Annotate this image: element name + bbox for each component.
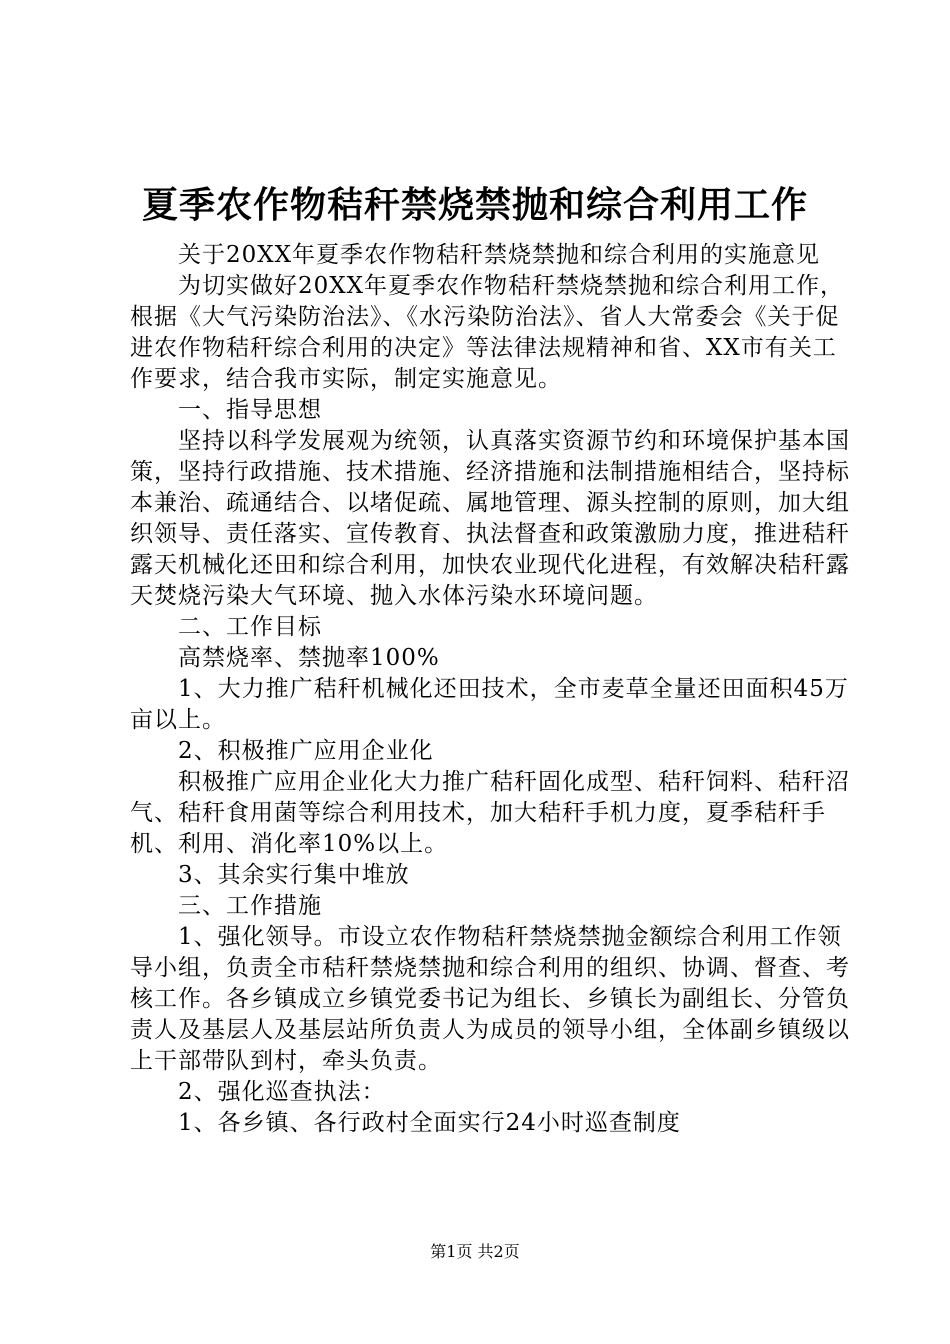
paragraph: 2、积极推广应用企业化: [178, 738, 434, 764]
section-heading: 三、工作措施: [178, 893, 322, 919]
paragraph: 1、强化领导。市设立农作物秸秆禁烧禁抛金额综合利用工作领导小组，负责全市秸秆禁烧禁抛和综合利用的组织、协调、督查、考核工作。各乡镇成立乡镇党委书记为组长、乡镇长为副组长、分管负责人及基层人及基层站所负责人为成员的领导小组，全体副乡镇级以上干部带队到村，牵头负责。: [130, 924, 850, 1074]
document-body: [130, 240, 850, 1139]
paragraph: 坚持以科学发展观为统领，认真落实资源节约和环境保护基本国策，坚持行政措施、技术措施、经济措施和法制措施相结合，坚持标本兼治、疏通结合、以堵促疏、属地管理、源头控制的原则，加大组织领导、责任落实、宣传教育、执法督查和政策激励力度，推进秸秆露天机械化还田和综合利用，加快农业现代化进程，有效解决秸秆露天焚烧污染大气环境、抛入水体污染水环境问题。: [130, 428, 850, 609]
paragraph: 3、其余实行集中堆放: [178, 862, 410, 888]
paragraph: 2、强化巡查执法：: [178, 1079, 386, 1105]
paragraph: 1、大力推广秸秆机械化还田技术，全市麦草全量还田面积45万亩以上。: [130, 676, 849, 733]
document-title: 夏季农作物秸秆禁烧禁抛和综合利用工作: [141, 184, 808, 226]
paragraph: 高禁烧率、禁抛率100%: [178, 645, 440, 671]
page-footer: 第1页 共2页: [430, 1242, 520, 1261]
paragraph: 为切实做好20XX年夏季农作物秸秆禁烧禁抛和综合利用工作，根据《大气污染防治法》、《水污染防治法》、省人大常委会《关于促进农作物秸秆综合利用的决定》等法律法规精神和省、XX市有关工作要求，结合我市实际，制定实施意见。: [130, 273, 845, 392]
paragraph: 1、各乡镇、各行政村全面实行24小时巡查制度: [178, 1110, 681, 1136]
section-heading: 一、指导思想: [178, 397, 322, 423]
paragraph: 积极推广应用企业化大力推广秸秆固化成型、秸秆饲料、秸秆沼气、秸秆食用菌等综合利用技术，加大秸秆手机力度，夏季秸秆手机、利用、消化率10%以上。: [130, 769, 850, 857]
section-heading: 二、工作目标: [178, 614, 322, 640]
paragraph: 关于20XX年夏季农作物秸秆禁烧禁抛和综合利用的实施意见: [178, 242, 821, 268]
